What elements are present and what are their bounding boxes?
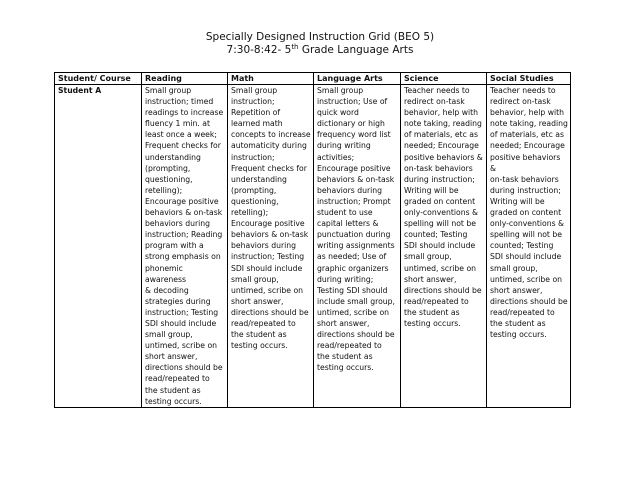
document-title: Specially Designed Instruction Grid (BEO 5)	[205, 31, 435, 43]
social-studies-cell: Teacher needs to redirect on-task behavior, help with note taking, reading of materials, etc as needed; Encourage positive behaviors & on-task behaviors during instruction; Writing will be graded on content only-conventions & spelling will not be counted; Testing SDI should include small group, untimed, scribe on short answer, directions should be read/repeated to the student as testing occurs.	[487, 85, 571, 408]
reading-cell: Small group instruction; timed readings to increase fluency 1 min. at least once a week; Frequent checks for understanding (prompting, questioning, retelling); Encourage positive behaviors & on-task behaviors during instruction; Reading program with a strong emphasis on phonemic awareness & decoding strategies during instruction; Testing SDI should include small group, untimed, scribe on short answer, directions should be read/repeated to the student as testing occurs.	[142, 85, 228, 408]
header-science: Science	[401, 73, 487, 85]
header-language-arts: Language Arts	[314, 73, 401, 85]
language-arts-cell: Small group instruction; Use of quick word dictionary or high frequency word list during writing activities; Encourage positive behaviors & on-task behaviors during instruction; Prompt student to use capital letters & punctuation during writing assignments as needed; Use of graphic organizers during writing; Testing SDI should include small group, untimed, scribe on short answer, directions should be read/repeated to the student as testing occurs.	[314, 85, 401, 408]
header-social-studies: Social Studies	[487, 73, 571, 85]
table-row	[55, 85, 571, 408]
header-reading: Reading	[142, 73, 228, 85]
subtitle-prefix: 7:30-8:42- 5	[226, 44, 292, 56]
document-subtitle	[0, 44, 640, 57]
math-cell: Small group instruction; Repetition of learned math concepts to increase automaticity during instruction; Frequent checks for understanding (prompting, questioning, retelling); Encourage positive behaviors & on-task behaviors during instruction; Testing SDI should include small group, untimed, scribe on short answer, directions should be read/repeated to the student as testing occurs.	[228, 85, 314, 408]
student-name-cell: Student A	[55, 85, 142, 408]
subtitle-superscript: th	[291, 43, 299, 51]
subtitle-suffix: Grade Language Arts	[298, 44, 414, 56]
header-math: Math	[228, 73, 314, 85]
instruction-grid-table	[54, 72, 571, 408]
science-cell: Teacher needs to redirect on-task behavior, help with note taking, reading of materials, etc as needed; Encourage positive behaviors & on-task behaviors during instruction; Writing will be graded on content only-conventions & spelling will not be counted; Testing SDI should include small group, untimed, scribe on short answer, directions should be read/repeated to the student as testing occurs.	[401, 85, 487, 408]
header-student-course: Student/ Course	[55, 73, 142, 85]
table-header-row	[55, 73, 571, 85]
